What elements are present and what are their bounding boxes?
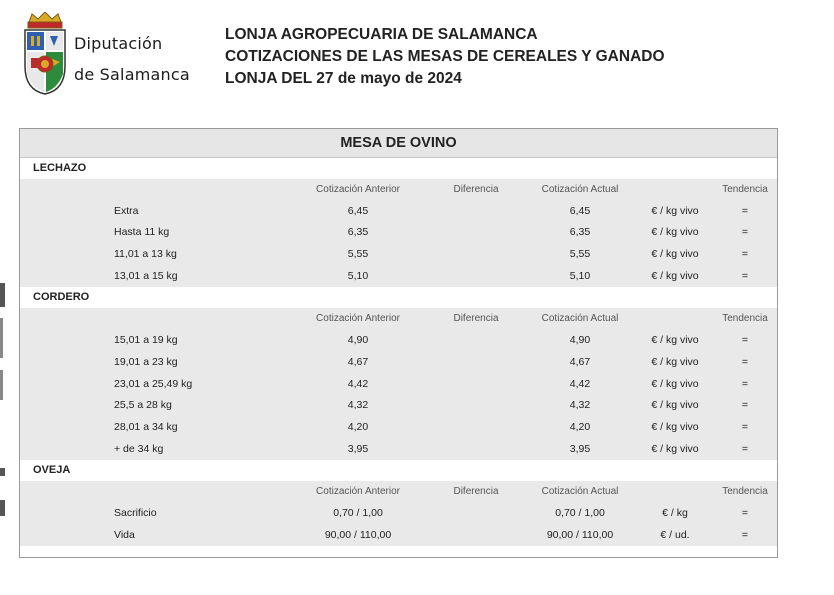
tendencia: = [741, 528, 749, 541]
header-title: LONJA AGROPECUARIA DE SALAMANCA [225, 26, 538, 43]
column-header-actual: Cotización Actual [541, 184, 619, 195]
cotizacion-actual: 5,55 [569, 248, 591, 261]
column-header-diferencia: Diferencia [453, 184, 499, 195]
cotizacion-actual: 5,10 [569, 269, 591, 282]
section-label-lechazo: LECHAZO [20, 158, 777, 179]
cotizacion-anterior: 4,20 [347, 420, 369, 433]
unit: € / kg vivo [651, 204, 699, 217]
column-header-tendencia: Tendencia [722, 313, 768, 325]
unit: € / kg vivo [651, 420, 699, 433]
row-label: 19,01 a 23 kg [114, 355, 178, 368]
column-header-row [20, 179, 777, 201]
header-date: LONJA DEL 27 de mayo de 2024 [225, 70, 462, 87]
table-row [20, 266, 777, 288]
table-row [20, 330, 777, 352]
cotizacion-anterior: 5,10 [347, 269, 369, 282]
row-label: 15,01 a 19 kg [114, 334, 178, 347]
scan-edge-mark [0, 318, 3, 358]
row-label: + de 34 kg [114, 442, 164, 455]
scan-edge-mark [0, 370, 3, 400]
column-header-row [20, 481, 777, 503]
unit: € / kg vivo [651, 355, 699, 368]
price-table [19, 128, 778, 558]
unit: € / kg [662, 506, 688, 519]
table-row [20, 395, 777, 417]
column-header-anterior: Cotización Anterior [316, 313, 400, 325]
coat-of-arms-icon [22, 12, 68, 96]
cotizacion-anterior: 4,32 [347, 399, 369, 412]
tendencia: = [741, 248, 749, 261]
table-row [20, 525, 777, 547]
cotizacion-anterior: 6,45 [347, 204, 369, 217]
column-header-anterior: Cotización Anterior [316, 184, 400, 195]
unit: € / kg vivo [651, 334, 699, 347]
unit: € / kg vivo [651, 248, 699, 261]
row-label: 28,01 a 34 kg [114, 420, 178, 433]
cotizacion-actual: 4,67 [569, 355, 591, 368]
cotizacion-actual: 6,45 [569, 204, 591, 217]
tendencia: = [741, 399, 749, 412]
row-label: Extra [114, 204, 139, 217]
diputacion-logo [22, 12, 202, 98]
table-sections [20, 158, 777, 546]
cotizacion-anterior: 3,95 [347, 442, 369, 455]
cotizacion-actual: 3,95 [569, 442, 591, 455]
column-header-diferencia: Diferencia [453, 313, 499, 325]
section-label-cordero: CORDERO [20, 287, 777, 308]
table-row [20, 374, 777, 396]
cotizacion-anterior: 0,70 / 1,00 [333, 506, 383, 519]
table-row [20, 503, 777, 525]
row-label: 23,01 a 25,49 kg [114, 377, 193, 390]
column-header-tendencia: Tendencia [722, 486, 768, 498]
column-header-anterior: Cotización Anterior [316, 486, 400, 498]
logo-text-line2: de Salamanca [74, 65, 190, 84]
column-header-actual: Cotización Actual [541, 313, 619, 325]
cotizacion-anterior: 90,00 / 110,00 [324, 528, 392, 541]
row-label: Sacrificio [114, 506, 157, 519]
column-header-actual: Cotización Actual [541, 486, 619, 498]
table-row [20, 222, 777, 244]
row-label: 13,01 a 15 kg [114, 269, 178, 282]
row-label: 11,01 a 13 kg [114, 248, 177, 261]
cotizacion-actual: 4,32 [569, 399, 591, 412]
logo-text-line1: Diputación [74, 34, 163, 53]
scan-edge-mark [0, 500, 5, 516]
cotizacion-actual: 0,70 / 1,00 [555, 506, 605, 519]
tendencia: = [741, 377, 749, 390]
document-header [225, 24, 665, 90]
row-label: Vida [114, 528, 135, 541]
cotizacion-anterior: 4,42 [347, 377, 369, 390]
column-header-diferencia: Diferencia [453, 486, 499, 498]
cotizacion-actual: 4,42 [569, 377, 591, 390]
cotizacion-actual: 4,90 [569, 334, 591, 347]
table-row [20, 417, 777, 439]
tendencia: = [741, 442, 749, 455]
row-label: 25,5 a 28 kg [114, 399, 172, 412]
cotizacion-actual: 6,35 [569, 226, 591, 239]
tendencia: = [741, 226, 749, 239]
table-row [20, 201, 777, 223]
unit: € / kg vivo [651, 269, 699, 282]
tendencia: = [741, 269, 749, 282]
scan-edge-mark [0, 283, 5, 307]
unit: € / ud. [660, 528, 690, 541]
cotizacion-anterior: 4,90 [347, 334, 369, 347]
cotizacion-anterior: 6,35 [347, 226, 369, 239]
section-label-oveja: OVEJA [20, 460, 777, 481]
unit: € / kg vivo [651, 226, 699, 239]
tendencia: = [741, 420, 749, 433]
tendencia: = [741, 355, 749, 368]
table-row [20, 352, 777, 374]
table-row [20, 439, 777, 461]
cotizacion-anterior: 5,55 [347, 248, 369, 261]
cotizacion-actual: 90,00 / 110,00 [546, 528, 614, 541]
scan-edge-mark [0, 468, 5, 476]
unit: € / kg vivo [651, 399, 699, 412]
column-header-row [20, 308, 777, 330]
cotizacion-anterior: 4,67 [347, 355, 369, 368]
tendencia: = [741, 334, 749, 347]
row-label: Hasta 11 kg [114, 226, 170, 239]
table-row [20, 244, 777, 266]
column-header-tendencia: Tendencia [722, 184, 768, 195]
tendencia: = [741, 506, 749, 519]
unit: € / kg vivo [651, 442, 699, 455]
tendencia: = [741, 204, 749, 217]
table-title: MESA DE OVINO [20, 129, 777, 158]
header-subtitle: COTIZACIONES DE LAS MESAS DE CEREALES Y GANADO [225, 48, 665, 65]
unit: € / kg vivo [651, 377, 699, 390]
cotizacion-actual: 4,20 [569, 420, 591, 433]
